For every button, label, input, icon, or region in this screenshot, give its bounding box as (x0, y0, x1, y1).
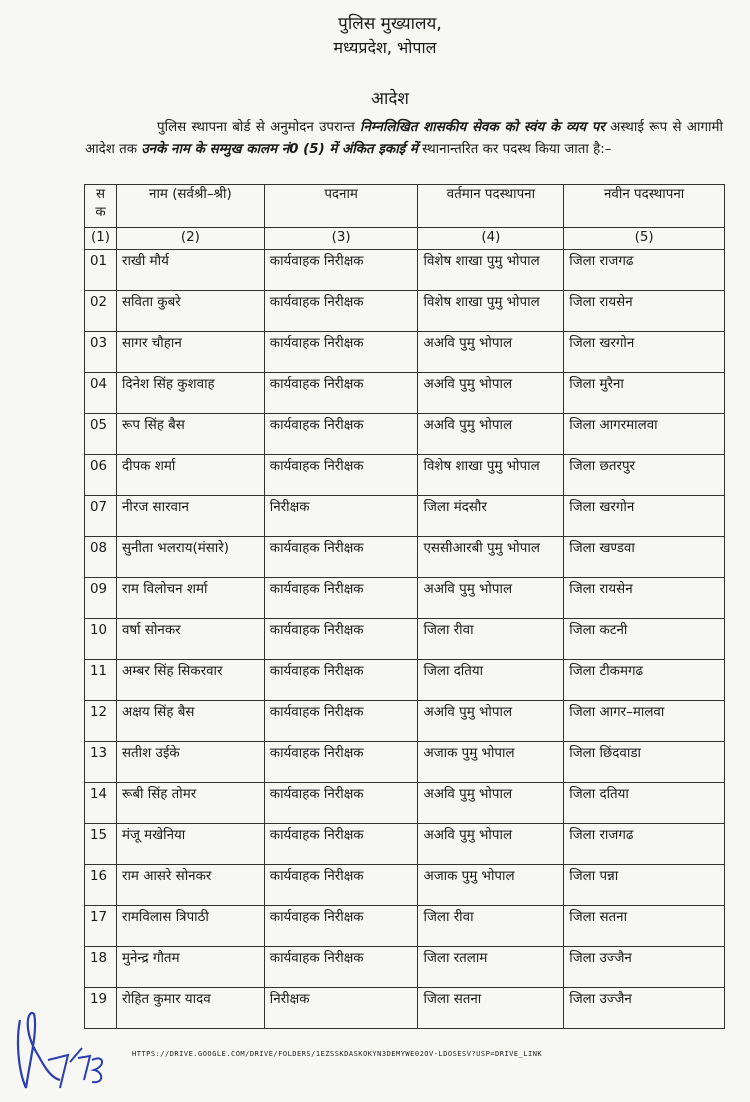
cell-name: राम विलोचन शर्मा (116, 578, 264, 619)
cell-serial: 03 (85, 332, 117, 373)
cell-serial: 14 (85, 783, 117, 824)
cell-new-posting: जिला रायसेन (564, 578, 725, 619)
cell-serial: 08 (85, 537, 117, 578)
table-row (85, 291, 725, 332)
cell-current-posting: विशेष शाखा पुमु भोपाल (418, 250, 564, 291)
cell-serial: 01 (85, 250, 117, 291)
cell-new-posting: जिला सतना (564, 906, 725, 947)
cell-designation: कार्यवाहक निरीक्षक (264, 373, 418, 414)
table-row (85, 742, 725, 783)
cell-new-posting: जिला खरगोन (564, 332, 725, 373)
header-new-posting: नवीन पदस्थापना (564, 185, 725, 228)
cell-name: राम आसरे सोनकर (116, 865, 264, 906)
column-number-row (85, 228, 725, 250)
cell-serial: 13 (85, 742, 117, 783)
cell-name: राखी मौर्य (116, 250, 264, 291)
intro-part-2: निम्नलिखित शासकीय सेवक को स्वंय के व्यय पर (360, 120, 605, 135)
cell-designation: कार्यवाहक निरीक्षक (264, 947, 418, 988)
cell-designation: कार्यवाहक निरीक्षक (264, 742, 418, 783)
cell-designation: कार्यवाहक निरीक्षक (264, 701, 418, 742)
cell-serial: 04 (85, 373, 117, 414)
table-row (85, 537, 725, 578)
cell-current-posting: जिला रतलाम (418, 947, 564, 988)
cell-name: वर्षा सोनकर (116, 619, 264, 660)
cell-new-posting: जिला छिंदवाडा (564, 742, 725, 783)
cell-serial: 15 (85, 824, 117, 865)
cell-current-posting: अजाक पुमु भोपाल (418, 742, 564, 783)
cell-designation: कार्यवाहक निरीक्षक (264, 332, 418, 373)
cell-new-posting: जिला दतिया (564, 783, 725, 824)
intro-part-3: अस्थाई रूप से आगामी आदेश तक (85, 120, 723, 157)
transfer-table (84, 184, 725, 1029)
table-row (85, 496, 725, 537)
cell-serial: 02 (85, 291, 117, 332)
cell-serial: 11 (85, 660, 117, 701)
cell-current-posting: विशेष शाखा पुमु भोपाल (418, 455, 564, 496)
cell-new-posting: जिला टीकमगढ (564, 660, 725, 701)
cell-current-posting: अअवि पुमु भोपाल (418, 824, 564, 865)
cell-new-posting: जिला खरगोन (564, 496, 725, 537)
cell-current-posting: अअवि पुमु भोपाल (418, 373, 564, 414)
cell-serial: 06 (85, 455, 117, 496)
cell-current-posting: जिला रीवा (418, 619, 564, 660)
cell-name: मुनेन्द्र गौतम (116, 947, 264, 988)
cell-current-posting: एससीआरबी पुमु भोपाल (418, 537, 564, 578)
cell-serial: 12 (85, 701, 117, 742)
table-row (85, 619, 725, 660)
cell-designation: कार्यवाहक निरीक्षक (264, 824, 418, 865)
cell-current-posting: विशेष शाखा पुमु भोपाल (418, 291, 564, 332)
cell-serial: 17 (85, 906, 117, 947)
cell-current-posting: जिला मंदसौर (418, 496, 564, 537)
table-row (85, 783, 725, 824)
cell-designation: निरीक्षक (264, 496, 418, 537)
table-row (85, 250, 725, 291)
cell-serial: 19 (85, 988, 117, 1029)
cell-designation: कार्यवाहक निरीक्षक (264, 291, 418, 332)
cell-new-posting: जिला राजगढ (564, 250, 725, 291)
cell-current-posting: अजाक पुमु भोपाल (418, 865, 564, 906)
cell-name: सविता कुबरे (116, 291, 264, 332)
col-number: (4) (418, 228, 564, 250)
cell-designation: कार्यवाहक निरीक्षक (264, 865, 418, 906)
cell-designation: निरीक्षक (264, 988, 418, 1029)
cell-name: रोहित कुमार यादव (116, 988, 264, 1029)
cell-new-posting: जिला उज्जैन (564, 988, 725, 1029)
intro-part-5: स्थानान्तरित कर पदस्थ किया जाता है:– (422, 142, 612, 157)
header-location: मध्यप्रदेश, भोपाल (333, 38, 437, 57)
cell-current-posting: जिला दतिया (418, 660, 564, 701)
cell-current-posting: जिला सतना (418, 988, 564, 1029)
cell-current-posting: अअवि पुमु भोपाल (418, 332, 564, 373)
cell-new-posting: जिला आगरमालवा (564, 414, 725, 455)
cell-new-posting: जिला आगर–मालवा (564, 701, 725, 742)
intro-paragraph (85, 117, 723, 161)
cell-name: रामविलास त्रिपाठी (116, 906, 264, 947)
cell-new-posting: जिला खण्डवा (564, 537, 725, 578)
cell-designation: कार्यवाहक निरीक्षक (264, 619, 418, 660)
cell-designation: कार्यवाहक निरीक्षक (264, 455, 418, 496)
cell-designation: कार्यवाहक निरीक्षक (264, 537, 418, 578)
header-name: नाम (सर्वश्री–श्री) (116, 185, 264, 228)
handwritten-signature (8, 1000, 128, 1095)
cell-name: अम्बर सिंह सिकरवार (116, 660, 264, 701)
intro-part-4: उनके नाम के सम्मुख कालम नं0 (5) में अंकित इकाई में (141, 142, 418, 157)
intro-part-1: पुलिस स्थापना बोर्ड से अनुमोदन उपरान्त (157, 120, 355, 135)
cell-serial: 10 (85, 619, 117, 660)
drive-link: HTTPS://DRIVE.GOOGLE.COM/DRIVE/FOLDERS/1EZSSKDASKOKYN3DEMYWE02OV-LDOSESV?USP=DRIVE_LINK (132, 1050, 543, 1058)
col-number: (3) (264, 228, 418, 250)
cell-designation: कार्यवाहक निरीक्षक (264, 660, 418, 701)
cell-name: दीपक शर्मा (116, 455, 264, 496)
cell-current-posting: अअवि पुमु भोपाल (418, 783, 564, 824)
header-designation: पदनाम (264, 185, 418, 228)
cell-name: रूबी सिंह तोमर (116, 783, 264, 824)
cell-designation: कार्यवाहक निरीक्षक (264, 906, 418, 947)
cell-name: सुनीता भलराय(मंसारे) (116, 537, 264, 578)
cell-designation: कार्यवाहक निरीक्षक (264, 783, 418, 824)
cell-name: सतीश उईके (116, 742, 264, 783)
header-serial: स क (85, 185, 117, 228)
header-current-posting: वर्तमान पदस्थापना (418, 185, 564, 228)
cell-new-posting: जिला रायसेन (564, 291, 725, 332)
table-header-row (85, 185, 725, 228)
cell-name: अक्षय सिंह बैस (116, 701, 264, 742)
cell-designation: कार्यवाहक निरीक्षक (264, 414, 418, 455)
cell-designation: कार्यवाहक निरीक्षक (264, 250, 418, 291)
cell-new-posting: जिला उज्जैन (564, 947, 725, 988)
table-row (85, 947, 725, 988)
table-row (85, 414, 725, 455)
table-row (85, 373, 725, 414)
cell-name: नीरज सारवान (116, 496, 264, 537)
cell-name: सागर चौहान (116, 332, 264, 373)
order-title: आदेश (371, 89, 409, 109)
table-row (85, 701, 725, 742)
cell-serial: 09 (85, 578, 117, 619)
col-number: (5) (564, 228, 725, 250)
cell-new-posting: जिला पन्ना (564, 865, 725, 906)
col-number: (1) (85, 228, 117, 250)
cell-name: मंजू मखेनिया (116, 824, 264, 865)
header-police-hq: पुलिस मुख्यालय, (338, 14, 442, 34)
cell-current-posting: अअवि पुमु भोपाल (418, 701, 564, 742)
cell-current-posting: अअवि पुमु भोपाल (418, 414, 564, 455)
cell-current-posting: जिला रीवा (418, 906, 564, 947)
cell-new-posting: जिला राजगढ (564, 824, 725, 865)
table-row (85, 455, 725, 496)
cell-serial: 07 (85, 496, 117, 537)
cell-designation: कार्यवाहक निरीक्षक (264, 578, 418, 619)
cell-serial: 16 (85, 865, 117, 906)
table-row (85, 988, 725, 1029)
cell-new-posting: जिला कटनी (564, 619, 725, 660)
table-row (85, 578, 725, 619)
table-row (85, 332, 725, 373)
col-number: (2) (116, 228, 264, 250)
table-row (85, 906, 725, 947)
cell-new-posting: जिला मुरैना (564, 373, 725, 414)
cell-new-posting: जिला छतरपुर (564, 455, 725, 496)
cell-current-posting: अअवि पुमु भोपाल (418, 578, 564, 619)
cell-serial: 18 (85, 947, 117, 988)
document-header (0, 12, 750, 60)
cell-serial: 05 (85, 414, 117, 455)
table-row (85, 660, 725, 701)
table-row (85, 865, 725, 906)
cell-name: दिनेश सिंह कुशवाह (116, 373, 264, 414)
table-row (85, 824, 725, 865)
cell-name: रूप सिंह बैस (116, 414, 264, 455)
